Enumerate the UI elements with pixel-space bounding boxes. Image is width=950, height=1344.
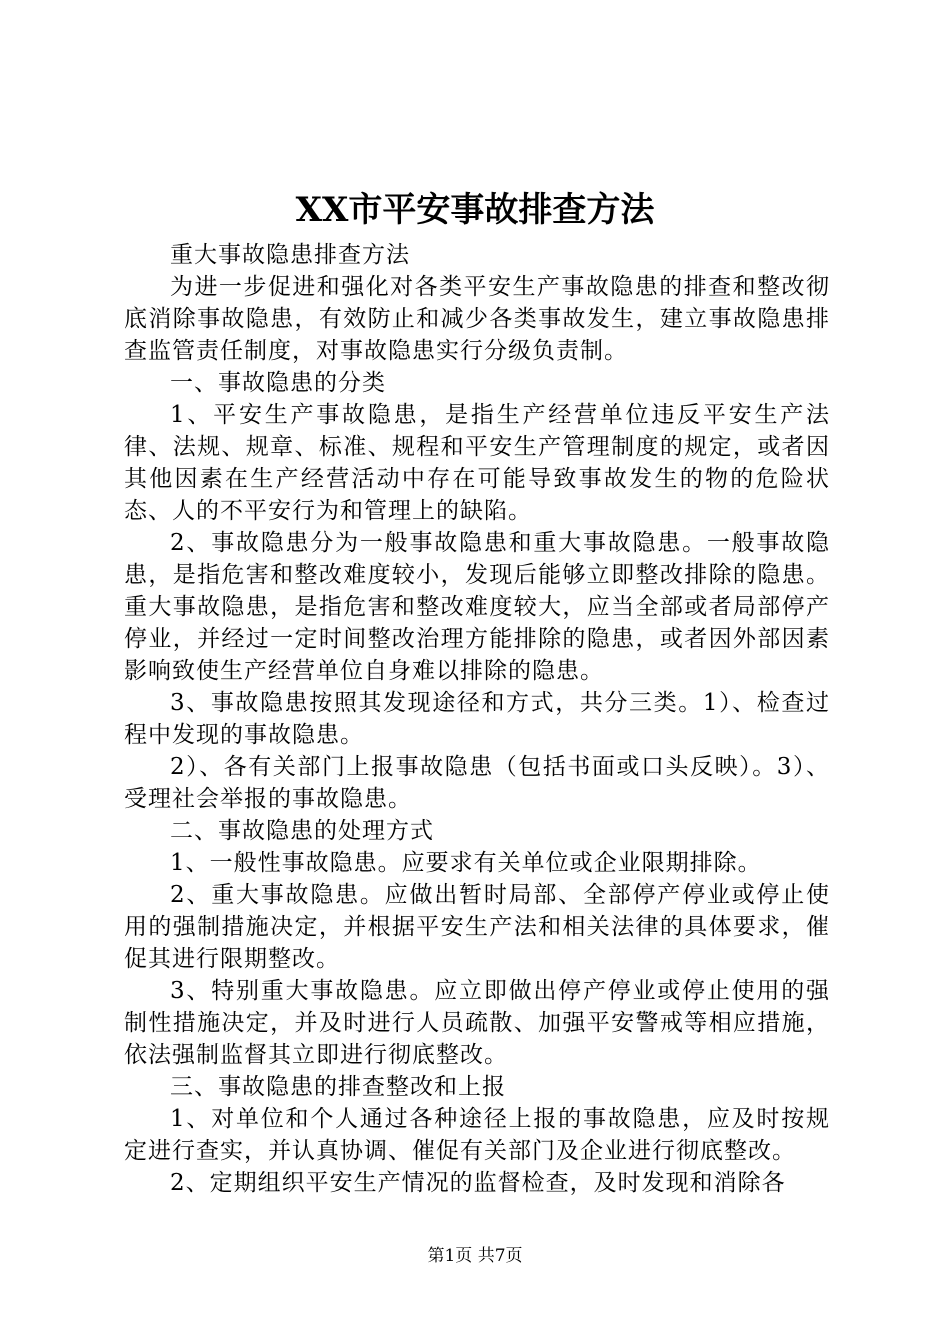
page-footer: 第1页 共7页 [427, 1246, 523, 1266]
document-title: XX市平安事故排查方法 [295, 190, 655, 230]
paragraph: 重大事故隐患排查方法 [170, 242, 410, 268]
paragraph: 2、重大事故隐患。应做出暂时局部、全部停产停业或停止使用的强制措施决定，并根据平安生产法和相关法律的具体要求，催促其进行限期整改。 [124, 882, 830, 972]
section-heading: 二、事故隐患的处理方式 [170, 818, 434, 844]
paragraph: 2、定期组织平安生产情况的监督检查，及时发现和消除各 [170, 1170, 786, 1196]
paragraph: 2、事故隐患分为一般事故隐患和重大事故隐患。一般事故隐患，是指危害和整改难度较小，发现后能够立即整改排除的隐患。重大事故隐患，是指危害和整改难度较大，应当全部或者局部停产停业，并经过一定时间整改治理方能排除的隐患，或者因外部因素影响致使生产经营单位自身难以排除的隐患。 [124, 530, 830, 684]
paragraph: 1、平安生产事故隐患，是指生产经营单位违反平安生产法律、法规、规章、标准、规程和平安生产管理制度的规定，或者因其他因素在生产经营活动中存在可能导致事故发生的物的危险状态、人的不平安行为和管理上的缺陷。 [124, 402, 830, 524]
paragraph: 1、对单位和个人通过各种途径上报的事故隐患，应及时按规定进行查实，并认真协调、催促有关部门及企业进行彻底整改。 [124, 1106, 830, 1164]
paragraph: 为进一步促进和强化对各类平安生产事故隐患的排查和整改彻底消除事故隐患，有效防止和减少各类事故发生，建立事故隐患排查监管责任制度，对事故隐患实行分级负责制。 [124, 274, 830, 364]
paragraph: 3、特别重大事故隐患。应立即做出停产停业或停止使用的强制性措施决定，并及时进行人员疏散、加强平安警戒等相应措施，依法强制监督其立即进行彻底整改。 [124, 978, 830, 1068]
paragraph: 1、一般性事故隐患。应要求有关单位或企业限期排除。 [170, 850, 762, 876]
section-heading: 一、事故隐患的分类 [170, 370, 386, 396]
section-heading: 三、事故隐患的排查整改和上报 [170, 1074, 506, 1100]
paragraph: 2）、各有关部门上报事故隐患（包括书面或口头反映）。3）、受理社会举报的事故隐患。 [124, 754, 830, 812]
paragraph: 3、事故隐患按照其发现途径和方式，共分三类。1）、检查过程中发现的事故隐患。 [124, 690, 830, 748]
document-body [124, 239, 830, 1199]
